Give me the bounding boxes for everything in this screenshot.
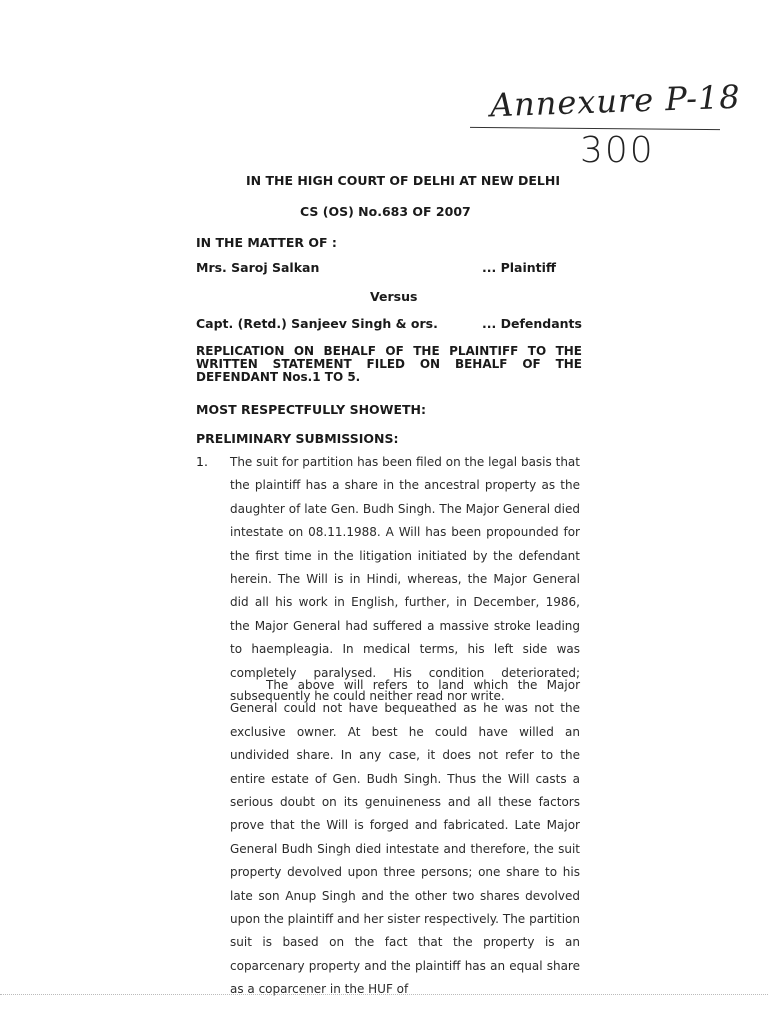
plaintiff-name: Mrs. Saroj Salkan [196, 260, 320, 275]
page-number-handwritten: 300 [580, 130, 655, 171]
defendant-role: ... Defendants [482, 316, 582, 331]
page-bottom-edge [0, 994, 768, 995]
paragraph-number: 1. [196, 454, 208, 469]
court-heading: IN THE HIGH COURT OF DELHI AT NEW DELHI [246, 173, 560, 188]
preliminary-heading: PRELIMINARY SUBMISSIONS: [196, 431, 399, 446]
matter-heading: IN THE MATTER OF : [196, 235, 337, 250]
defendant-name: Capt. (Retd.) Sanjeev Singh & ors. [196, 316, 438, 331]
paragraph-1-text: The suit for partition has been filed on the legal basis that the plaintiff has a share in the ancestral property as the daughter of late Gen. Budh Singh. The Major General died intestate on 08.11.1988. A Will has been propounded for the first time in the litigation initiated by the defendant herein. The Will is in Hindi, whereas, the Major General did all his work in English, further, in December, 1986, the Major General had suffered a massive stroke leading to haempleagia. In medical terms, his left side was completely paralysed. His condition deteriorated; subsequently he could neither read nor write. [230, 455, 580, 704]
annexure-handwritten-label: Annexure P-18 [489, 77, 742, 125]
versus-label: Versus [370, 289, 418, 304]
document-title: REPLICATION ON BEHALF OF THE PLAINTIFF TO THE WRITTEN STATEMENT FILED ON BEHALF OF THE DEFENDANT Nos.1 TO 5. [196, 344, 582, 384]
paragraph-2-text: The above will refers to land which the Major General could not have bequeathed as he was not the exclusive owner. At best he could have willed an undivided share. In any case, it does not refer to the entire estate of Gen. Budh Singh. Thus the Will casts a serious doubt on its genuineness and all these factors prove that the Will is forged and fabricated. Late Major General Budh Singh died intestate and therefore, the suit property devolved upon three persons; one share to his late son Anup Singh and the other two shares devolved upon the plaintiff and her sister respectively. The partition suit is based on the fact that the property is an coparcenary property and the plaintiff has an equal share as a coparcener in the HUF of [230, 678, 580, 997]
plaintiff-role: ... Plaintiff [482, 260, 557, 275]
case-number: CS (OS) No.683 OF 2007 [300, 204, 471, 219]
showeth-heading: MOST RESPECTFULLY SHOWETH: [196, 402, 426, 417]
